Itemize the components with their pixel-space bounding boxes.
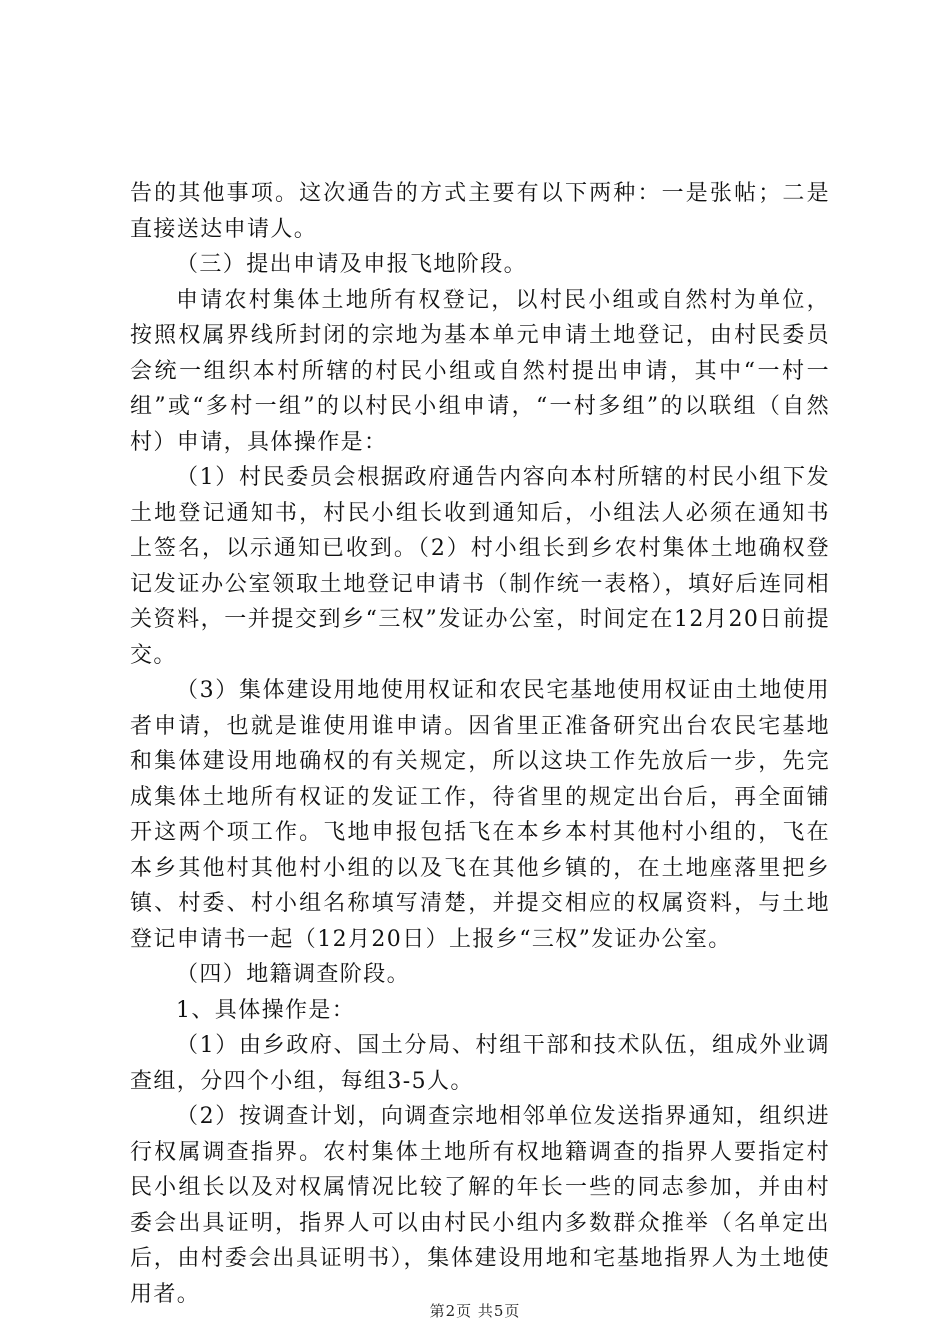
- paragraph-step-3: （3）集体建设用地使用权证和农民宅基地使用权证由土地使用者申请，也就是谁使用谁申请。因省里正准备研究出台农民宅基地和集体建设用地确权的有关规定，所以这块工作先放后一步，先完成集体土地所有权证的发证工作，待省里的规定出台后，再全面铺开这两个项工作。飞地申报包括飞在本乡本村其他村小组的，飞在本乡其他村其他村小组的以及飞在其他乡镇的，在土地座落里把乡镇、村委、村小组名称填写清楚，并提交相应的权属资料，与土地登记申请书一起（12月20日）上报乡“三权”发证办公室。: [130, 678, 830, 952]
- heading-section-3: （三）提出申请及申报飞地阶段。: [176, 252, 528, 277]
- heading-section-4: （四）地籍调查阶段。: [176, 962, 411, 987]
- subheading-operations: 1、具体操作是：: [176, 997, 356, 1023]
- page-number-footer: 第2页 共5页: [429, 1302, 521, 1320]
- paragraph-steps-1-2: （1）村民委员会根据政府通告内容向本村所辖的村民小组下发土地登记通知书，村民小组长收到通知后，小组法人必须在通知书上签名，以示通知已收到。（2）村小组长到乡农村集体土地确权登记发证办公室领取土地登记申请书（制作统一表格），填好后连同相关资料，一并提交到乡“三权”发证办公室，时间定在12月20日前提交。: [130, 465, 830, 668]
- paragraph-survey-team: （1）由乡政府、国土分局、村组干部和技术队伍，组成外业调查组，分四个小组，每组3-5人。: [130, 1033, 830, 1094]
- document-body: [130, 176, 830, 1312]
- paragraph-continued-notice: 告的其他事项。这次通告的方式主要有以下两种：一是张帖；二是直接送达申请人。: [130, 181, 830, 242]
- paragraph-application: 申请农村集体土地所有权登记，以村民小组或自然村为单位，按照权属界线所封闭的宗地为基本单元申请土地登记，由村民委员会统一组织本村所辖的村民小组或自然村提出申请，其中“一村一组”或“多村一组”的以村民小组申请，“一村多组”的以联组（自然村）申请，具体操作是：: [130, 287, 830, 455]
- paragraph-boundary-survey: （2）按调查计划，向调查宗地相邻单位发送指界通知，组织进行权属调查指界。农村集体土地所有权地籍调查的指界人要指定村民小组长以及对权属情况比较了解的年长一些的同志参加，并由村委会出具证明，指界人可以由村民小组内多数群众推举（名单定出后，由村委会出具证明书），集体建设用地和宅基地指界人为土地使用者。: [130, 1104, 830, 1307]
